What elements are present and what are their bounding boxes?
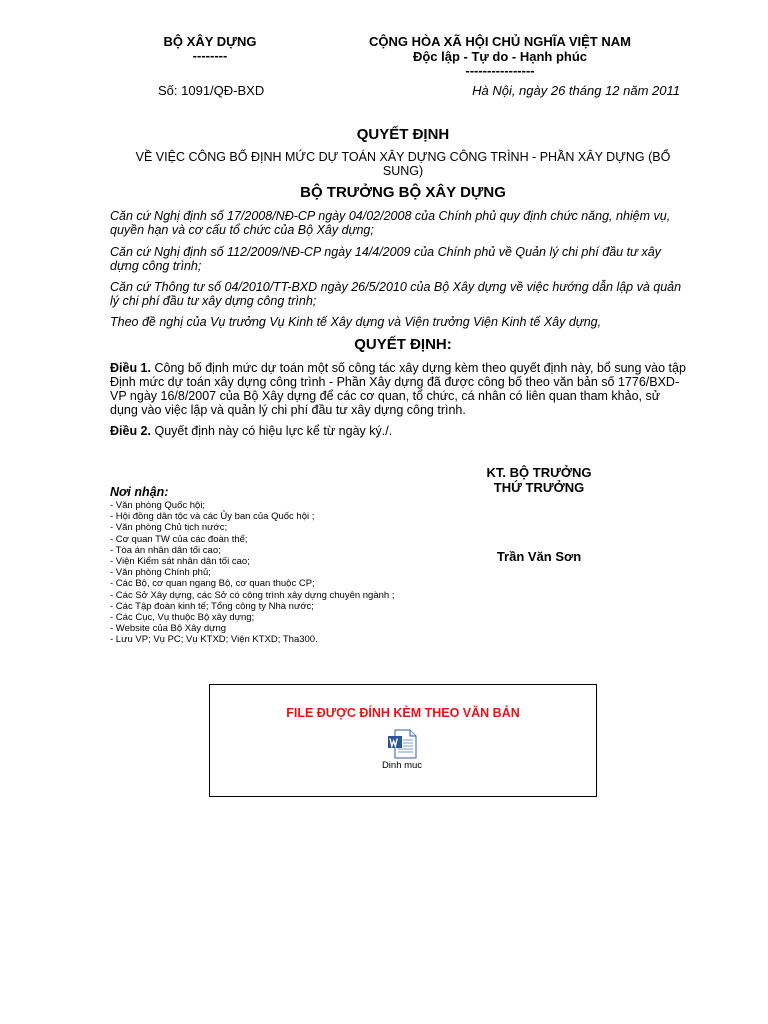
legal-basis-3: Căn cứ Thông tư số 04/2010/TT-BXD ngày 26/5/2010 của Bộ Xây dựng về việc hướng dẫn lập và quản lý chi phí đầu tư xây dựng công trình; <box>110 280 682 308</box>
word-document-icon[interactable] <box>386 729 418 759</box>
signature-line-2: THỨ TRƯỞNG <box>493 480 585 495</box>
list-item: - Hội đồng dân tộc và các Ủy ban của Quốc hội ; <box>110 511 315 523</box>
motto-separator: ---------------- <box>465 63 535 78</box>
legal-basis-2: Căn cứ Nghị định số 112/2009/NĐ-CP ngày 14/4/2009 của Chính phủ về Quản lý chi phí đầu tư xây dựng công trình; <box>110 245 661 273</box>
recipients-title: Nơi nhận: <box>110 485 169 499</box>
document-title: QUYẾT ĐỊNH <box>356 126 450 143</box>
list-item: - Các Bộ, cơ quan ngang Bộ, cơ quan thuộc CP; <box>110 578 315 590</box>
signer-name: Trần Văn Sơn <box>496 549 582 564</box>
legal-basis-1: Căn cứ Nghị định số 17/2008/NĐ-CP ngày 04/02/2008 của Chính phủ quy định chức năng, nhiệm vụ, quyền hạn và cơ cấu tổ chức của Bộ Xây dựng; <box>110 209 671 237</box>
motto: Độc lập - Tự do - Hạnh phúc <box>412 49 588 64</box>
list-item: - Các Cục, Vụ thuộc Bộ xây dựng; <box>110 612 255 624</box>
document-subject: VỀ VIỆC CÔNG BỐ ĐỊNH MỨC DỰ TOÁN XÂY DỰNG CÔNG TRÌNH - PHẦN XÂY DỰNG (BỔ SUNG) <box>135 150 671 178</box>
legal-basis-4: Theo đề nghị của Vụ trưởng Vụ Kinh tế Xây dựng và Viện trưởng Viện Kinh tế Xây dựng, <box>110 315 602 329</box>
ministry-separator: -------- <box>192 48 228 63</box>
national-header <box>330 34 670 77</box>
article-2 <box>110 424 690 438</box>
list-item: - Văn phòng Chủ tịch nước; <box>110 522 228 534</box>
attachment-heading: FILE ĐƯỢC ĐÍNH KÈM THEO VĂN BẢN <box>286 706 520 720</box>
article-label: Điều 1. <box>110 361 151 375</box>
article-1 <box>110 361 690 417</box>
list-item: - Văn phòng Quốc hội; <box>110 500 206 511</box>
article-text: Công bố định mức dự toán một số công tác xây dựng kèm theo quyết định này, bổ sung vào tập Định mức dự toán xây dựng công trình - Phần Xây dựng đã được công bố theo văn bản số 1776/BXD-VP ngày 16/8/2007 của Bộ Xây dựng để các cơ quan, tổ chức, cá nhân có liên quan tham khảo, sử dụng vào việc lập và quản lý chi phí đầu tư xây dựng công trình. <box>110 361 686 417</box>
list-item: - Văn phòng Chính phủ; <box>110 567 211 579</box>
list-item: - Các Tập đoàn kinh tế; Tổng công ty Nhà nước; <box>110 600 314 612</box>
signature-block <box>470 465 608 495</box>
issuing-agency <box>130 34 290 63</box>
document-number: Số: 1091/QĐ-BXD <box>158 83 265 98</box>
nation-name: CỘNG HÒA XÃ HỘI CHỦ NGHĨA VIỆT NAM <box>369 34 631 49</box>
signature-line-1: KT. BỘ TRƯỞNG <box>486 465 592 480</box>
list-item: - Các Sở Xây dựng, các Sở có công trình xây dựng chuyên ngành ; <box>110 589 395 601</box>
list-item: - Tòa án nhân dân tối cao; <box>110 544 221 556</box>
list-item: - Lưu VP; Vụ PC; Vụ KTXD; Viện KTXD; Tha300. <box>110 634 318 646</box>
article-text: Quyết định này có hiệu lực kể từ ngày ký./. <box>151 424 393 438</box>
authority-title: BỘ TRƯỞNG BỘ XÂY DỰNG <box>300 184 506 201</box>
article-label: Điều 2. <box>110 424 151 438</box>
list-item: - Viện Kiểm sát nhân dân tối cao; <box>110 556 250 568</box>
attachment-file-label[interactable]: Dinh muc <box>381 760 423 771</box>
decision-heading: QUYẾT ĐỊNH: <box>354 336 452 353</box>
list-item: - Cơ quan TW của các đoàn thể; <box>110 533 248 545</box>
attachment-box <box>209 684 597 797</box>
date-line: Hà Nội, ngày 26 tháng 12 năm 2011 <box>472 83 680 98</box>
list-item: - Website của Bộ Xây dựng <box>110 623 227 635</box>
recipients-list <box>110 500 400 646</box>
ministry-name: BỘ XÂY DỰNG <box>163 34 257 49</box>
